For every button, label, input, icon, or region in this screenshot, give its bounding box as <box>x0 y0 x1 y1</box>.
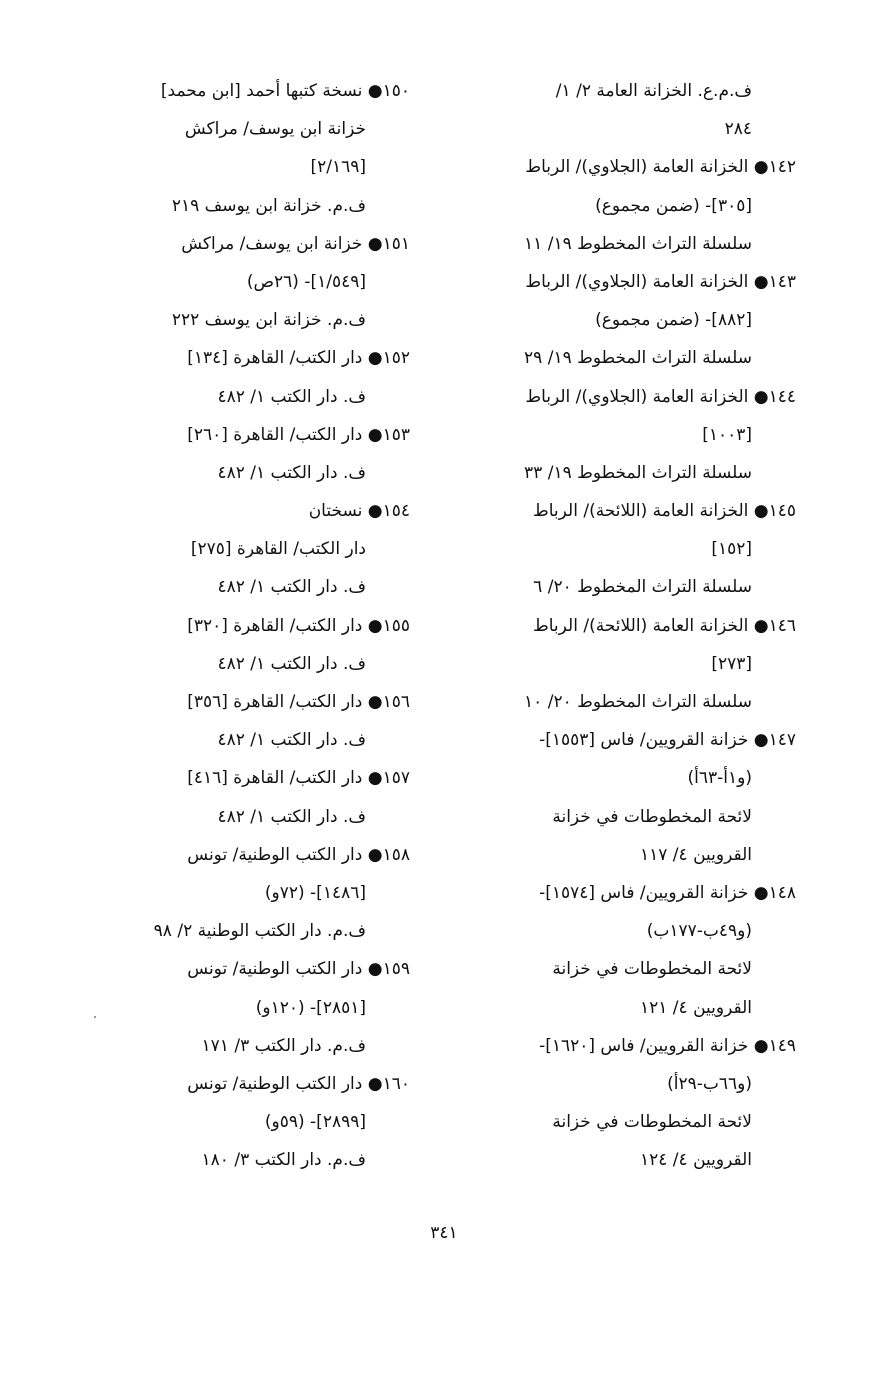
left-column-line: [٢٨٩٩]- (٥٩و) <box>264 1112 366 1133</box>
right-column <box>464 72 796 1179</box>
page-number: ٣٤١ <box>430 1223 458 1243</box>
right-column-line: (و٤٩ب-١٧٧ب) <box>646 921 752 942</box>
left-column-line: [١/٥٤٩]- (٢٦ص) <box>246 271 366 292</box>
left-column-line: دار الكتب/ القاهرة [٢٧٥] <box>190 539 366 560</box>
right-column-line: [٣٠٥]- (ضمن مجموع) <box>595 195 752 216</box>
right-column-line: ١٤٦● الخزانة العامة (اللائحة)/ الرباط <box>533 615 796 636</box>
left-column-line: ١٥١● خزانة ابن يوسف/ مراكش <box>181 233 410 254</box>
right-column-line: ١٤٧● خزانة القرويين/ فاس [١٥٥٣]- <box>539 730 796 751</box>
left-column-line: ١٥٦● دار الكتب/ القاهرة [٣٥٦] <box>187 692 410 712</box>
right-column-line: سلسلة التراث المخطوط ١٩/ ١١ <box>524 233 752 254</box>
right-column-line: ٢٨٤ <box>724 119 752 140</box>
left-column-line: ف.م. دار الكتب الوطنية ٢/ ٩٨ <box>153 921 366 942</box>
left-column-line: ١٥٣● دار الكتب/ القاهرة [٢٦٠] <box>187 424 410 445</box>
right-column-line: القرويين ٤/ ١٢١ <box>640 997 752 1018</box>
right-column-line: ١٤٥● الخزانة العامة (اللائحة)/ الرباط <box>533 501 796 522</box>
left-column-line: ف. دار الكتب ١/ ٤٨٢ <box>217 730 366 751</box>
right-column-line: لائحة المخطوطات في خزانة <box>552 959 752 980</box>
left-column-line: ف. دار الكتب ١/ ٤٨٢ <box>217 577 366 598</box>
left-column-line: ف.م. خزانة ابن يوسف ٢٢٢ <box>171 310 366 331</box>
right-column-line: لائحة المخطوطات في خزانة <box>552 1112 752 1133</box>
right-column-line: القرويين ٤/ ١٢٤ <box>640 1150 752 1171</box>
left-column-line: ١٥٠● نسخة كتبها أحمد [ابن محمد] <box>160 81 410 101</box>
left-column-line: ف.م. خزانة ابن يوسف ٢١٩ <box>171 195 366 216</box>
left-column-line: خزانة ابن يوسف/ مراكش <box>184 119 366 140</box>
right-column-line: سلسلة التراث المخطوط ١٩/ ٣٣ <box>524 462 752 483</box>
right-column-line: ١٤٤● الخزانة العامة (الجلاوي)/ الرباط <box>525 386 796 407</box>
left-column-line: ١٥٢● دار الكتب/ القاهرة [١٣٤] <box>187 348 410 369</box>
left-column-line: ف. دار الكتب ١/ ٤٨٢ <box>217 806 366 827</box>
left-column <box>70 72 410 1179</box>
left-column-line: ف. دار الكتب ١/ ٤٨٢ <box>217 386 366 407</box>
right-column-line: ١٤٢● الخزانة العامة (الجلاوي)/ الرباط <box>525 157 796 178</box>
left-column-line: ١٥٨● دار الكتب الوطنية/ تونس <box>187 844 410 865</box>
right-column-line: سلسلة التراث المخطوط ٢٠/ ١٠ <box>524 692 752 712</box>
right-column-line: [١٠٠٣] <box>702 424 752 445</box>
left-column-line: [٢/١٦٩] <box>310 157 366 178</box>
left-column-line: ف. دار الكتب ١/ ٤٨٢ <box>217 653 366 674</box>
right-column-line: (و٦٦ب-٢٩أ) <box>667 1073 752 1094</box>
right-column-line: [٢٧٣] <box>711 653 752 674</box>
left-column-line: [١٤٨٦]- (٧٢و) <box>264 882 366 903</box>
right-column-line: [١٥٢] <box>711 539 752 560</box>
left-column-line: [٢٨٥١]- (١٢٠و) <box>255 997 366 1018</box>
left-column-line: ف.م. دار الكتب ٣/ ١٨٠ <box>201 1150 366 1171</box>
left-column-line: ف. دار الكتب ١/ ٤٨٢ <box>217 462 366 483</box>
left-column-line: ١٥٩● دار الكتب الوطنية/ تونس <box>187 959 410 980</box>
left-column-line: ف.م. دار الكتب ٣/ ١٧١ <box>201 1035 366 1056</box>
left-column-line: ١٥٥● دار الكتب/ القاهرة [٣٢٠] <box>187 615 410 636</box>
left-column-line: ١٦٠● دار الكتب الوطنية/ تونس <box>187 1073 410 1094</box>
right-column-line: (و١أ-٦٣أ) <box>687 768 752 789</box>
right-column-line: القرويين ٤/ ١١٧ <box>640 844 752 865</box>
right-column-line: سلسلة التراث المخطوط ١٩/ ٢٩ <box>524 348 752 369</box>
right-column-line: ف.م.ع. الخزانة العامة ٢/ ١/ <box>555 81 752 101</box>
right-column-line: لائحة المخطوطات في خزانة <box>552 806 752 827</box>
right-column-line: ١٤٨● خزانة القرويين/ فاس [١٥٧٤]- <box>539 882 796 903</box>
right-column-line: سلسلة التراث المخطوط ٢٠/ ٦ <box>533 577 752 598</box>
left-column-line: ١٥٤● نسختان <box>308 501 410 522</box>
left-column-line: ١٥٧● دار الكتب/ القاهرة [٤١٦] <box>187 768 410 789</box>
scan-speck <box>94 1016 96 1018</box>
right-column-line: ١٤٣● الخزانة العامة (الجلاوي)/ الرباط <box>525 271 796 292</box>
right-column-line: ١٤٩● خزانة القرويين/ فاس [١٦٢٠]- <box>539 1035 796 1056</box>
right-column-line: [٨٨٢]- (ضمن مجموع) <box>595 310 752 331</box>
